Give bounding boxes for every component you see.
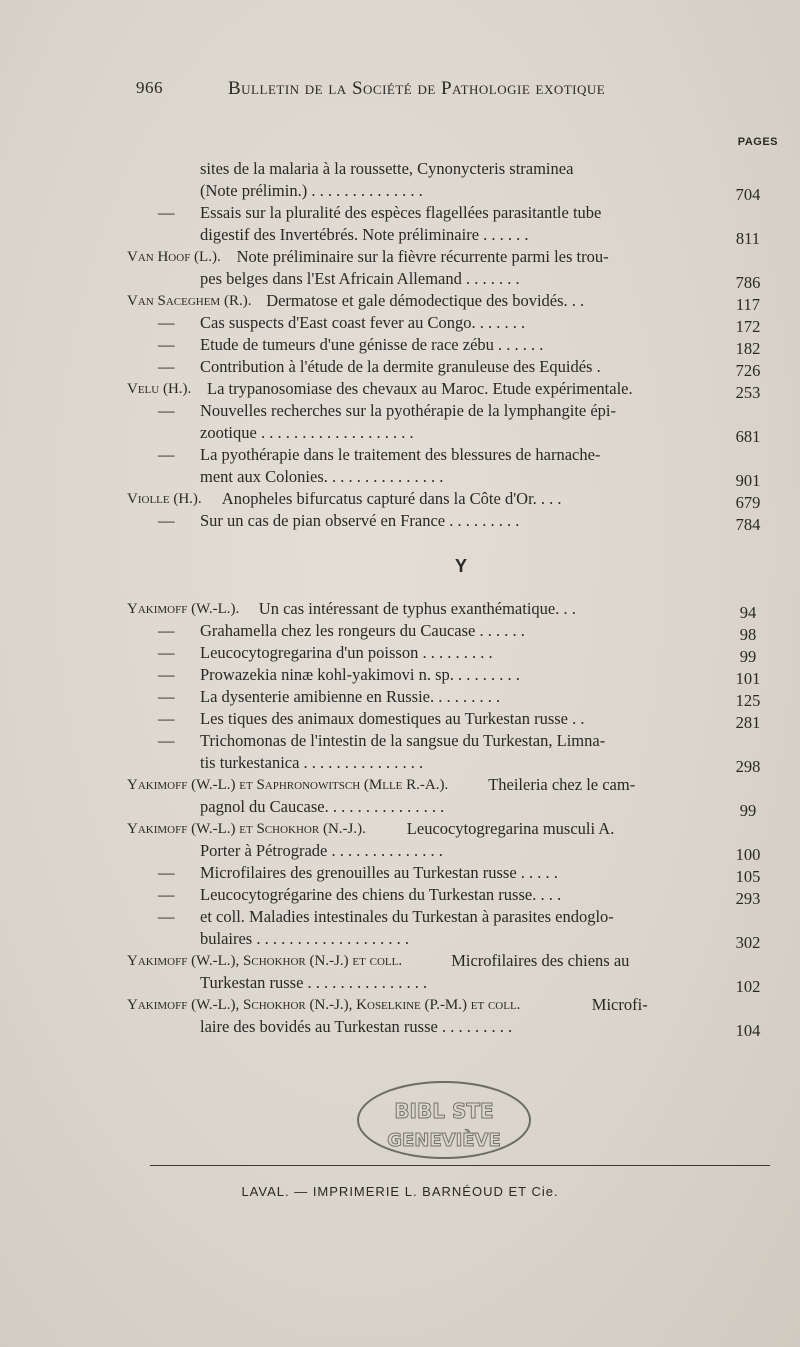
entry-title-line: laire des bovidés au Turkestan russe . . . . . . . . . [200, 1017, 513, 1036]
footer-rule [150, 1165, 770, 1166]
entry-page-number: 726 [735, 361, 761, 380]
entry-page-number: 98 [739, 625, 757, 644]
svg-text:BIBL STE: BIBL STE [394, 1099, 494, 1123]
entry-dash: — [158, 621, 175, 640]
entry-title-line: Contribution à l'étude de la dermite granuleuse des Equidés . [200, 357, 601, 376]
entry-title-line: Les tiques des animaux domestiques au Turkestan russe . . [200, 709, 585, 728]
entry-title-line: Leucocytogregarina d'un poisson . . . . . . . . . [200, 643, 493, 662]
entry-title-line: Cas suspects d'East coast fever au Congo. . . . . . . [200, 313, 526, 332]
entry-title-line: Note préliminaire sur la fièvre récurrente parmi les trou- [236, 247, 609, 266]
entry-page-number: 901 [735, 471, 761, 490]
entry-author: Van Saceghem (R.). [127, 293, 252, 309]
entry-title-line: Etude de tumeurs d'une génisse de race zébu . . . . . . [200, 335, 544, 354]
entry-page-number: 102 [735, 977, 761, 996]
entry-title-line: Microfi- [591, 995, 648, 1014]
entry-title-line: (Note prélimin.) . . . . . . . . . . . . . . [200, 181, 423, 200]
entry-page-number: 172 [735, 317, 761, 336]
entry-page-number: 298 [735, 757, 761, 776]
entry-author: Yakimoff (W.-L.) et Schokhor (N.-J.). [127, 821, 366, 837]
entry-page-number: 786 [735, 273, 761, 292]
entry-page-number: 784 [735, 515, 761, 534]
entry-page-number: 679 [735, 493, 761, 512]
entry-page-number: 253 [735, 383, 761, 402]
entry-title-line: bulaires . . . . . . . . . . . . . . . . . . . [200, 929, 409, 948]
entry-dash: — [158, 445, 175, 464]
entry-author: Yakimoff (W.-L.), Schokhor (N.-J.), Koselkine (P.-M.) et coll. [127, 997, 521, 1013]
entry-page-number: 117 [735, 295, 761, 314]
entry-page-number: 811 [735, 229, 761, 248]
entry-page-number: 101 [735, 669, 761, 688]
entry-title-line: Essais sur la pluralité des espèces flagellées parasitantle tube [200, 203, 602, 222]
entry-page-number: 681 [735, 427, 761, 446]
section-letter: Y [455, 556, 468, 576]
entry-title-line: Leucocytogregarina musculi A. [406, 819, 615, 838]
entry-dash: — [158, 203, 175, 222]
entry-page-number: 293 [735, 889, 761, 908]
entry-title-line: Porter à Pétrograde . . . . . . . . . . . . . . [200, 841, 443, 860]
entry-title-line: Nouvelles recherches sur la pyothérapie de la lymphangite épi- [200, 401, 617, 420]
entry-dash: — [158, 687, 175, 706]
entry-author: Velu (H.). [127, 381, 192, 397]
entry-title-line: Theileria chez le cam- [488, 775, 636, 794]
entry-page-number: 99 [739, 647, 757, 666]
entry-title-line: Un cas intéressant de typhus exanthématique. . . [258, 599, 576, 618]
entry-dash: — [158, 665, 175, 684]
entry-dash: — [158, 731, 175, 750]
entry-author: Van Hoof (L.). [127, 249, 221, 265]
running-title: Bulletin de la Société de Pathologie exotique [228, 78, 606, 99]
entry-title-line: pes belges dans l'Est Africain Allemand . . . . . . . [200, 269, 520, 288]
pages-column-heading: PAGES [737, 136, 778, 148]
entry-author: Yakimoff (W.-L.) et Saphronowitsch (Mlle R.-A.). [127, 777, 449, 793]
entry-author: Yakimoff (W.-L.). [127, 601, 240, 617]
entry-title-line: sites de la malaria à la roussette, Cynonycteris straminea [200, 159, 574, 178]
page-number: 966 [136, 78, 163, 97]
entry-page-number: 94 [739, 603, 757, 622]
entry-title-line: La dysenterie amibienne en Russie. . . . . . . . . [200, 687, 501, 706]
printer-imprint: LAVAL. — IMPRIMERIE L. BARNÉOUD ET Cie. [241, 1184, 559, 1199]
entry-dash: — [158, 863, 175, 882]
entry-author: Yakimoff (W.-L.), Schokhor (N.-J.) et coll. [127, 953, 403, 969]
entry-page-number: 281 [735, 713, 761, 732]
entry-title-line: Prowazekia ninæ kohl-yakimovi n. sp. . . . . . . . . [200, 665, 520, 684]
entry-dash: — [158, 643, 175, 662]
entry-title-line: digestif des Invertébrés. Note préliminaire . . . . . . [200, 225, 529, 244]
entry-page-number: 105 [735, 867, 761, 886]
entry-page-number: 99 [739, 801, 757, 820]
entry-title-line: Trichomonas de l'intestin de la sangsue du Turkestan, Limna- [200, 731, 606, 750]
entry-title-line: La trypanosomiase des chevaux au Maroc. Etude expérimentale. [207, 379, 633, 398]
entry-page-number: 125 [735, 691, 761, 710]
entry-dash: — [158, 401, 175, 420]
entry-page-number: 704 [735, 185, 761, 204]
entry-dash: — [158, 885, 175, 904]
entry-page-number: 104 [735, 1021, 761, 1040]
entry-dash: — [158, 511, 175, 530]
entry-page-number: 182 [735, 339, 761, 358]
entry-dash: — [158, 335, 175, 354]
entry-dash: — [158, 313, 175, 332]
entry-title-line: et coll. Maladies intestinales du Turkestan à parasites endoglo- [200, 907, 614, 926]
entry-dash: — [158, 357, 175, 376]
entry-title-line: Microfilaires des grenouilles au Turkestan russe . . . . . [200, 863, 558, 882]
entry-title-line: Anopheles bifurcatus capturé dans la Côte d'Or. . . . [221, 489, 562, 508]
entry-title-line: zootique . . . . . . . . . . . . . . . . . . . [200, 423, 414, 442]
entry-title-line: Microfilaires des chiens au [451, 951, 630, 970]
entry-title-line: tis turkestanica . . . . . . . . . . . . . . . [200, 753, 424, 772]
library-stamp [352, 1078, 536, 1160]
entry-title-line: Sur un cas de pian observé en France . . . . . . . . . [200, 511, 520, 530]
entry-title-line: Grahamella chez les rongeurs du Caucase . . . . . . [200, 621, 525, 640]
entry-title-line: ment aux Colonies. . . . . . . . . . . . . . . [200, 467, 444, 486]
entry-title-line: Leucocytogrégarine des chiens du Turkestan russe. . . . [200, 885, 562, 904]
entry-page-number: 302 [735, 933, 761, 952]
entry-dash: — [158, 709, 175, 728]
entry-title-line: La pyothérapie dans le traitement des blessures de harnache- [200, 445, 601, 464]
entry-author: Violle (H.). [127, 491, 202, 507]
entry-title-line: Turkestan russe . . . . . . . . . . . . . . . [200, 973, 428, 992]
entry-title-line: Dermatose et gale démodectique des bovidés. . . [266, 291, 585, 310]
entry-title-line: pagnol du Caucase. . . . . . . . . . . . . . . [200, 797, 445, 816]
entry-page-number: 100 [735, 845, 761, 864]
svg-text:GENEVIÈVE: GENEVIÈVE [387, 1130, 501, 1151]
entry-dash: — [158, 907, 175, 926]
